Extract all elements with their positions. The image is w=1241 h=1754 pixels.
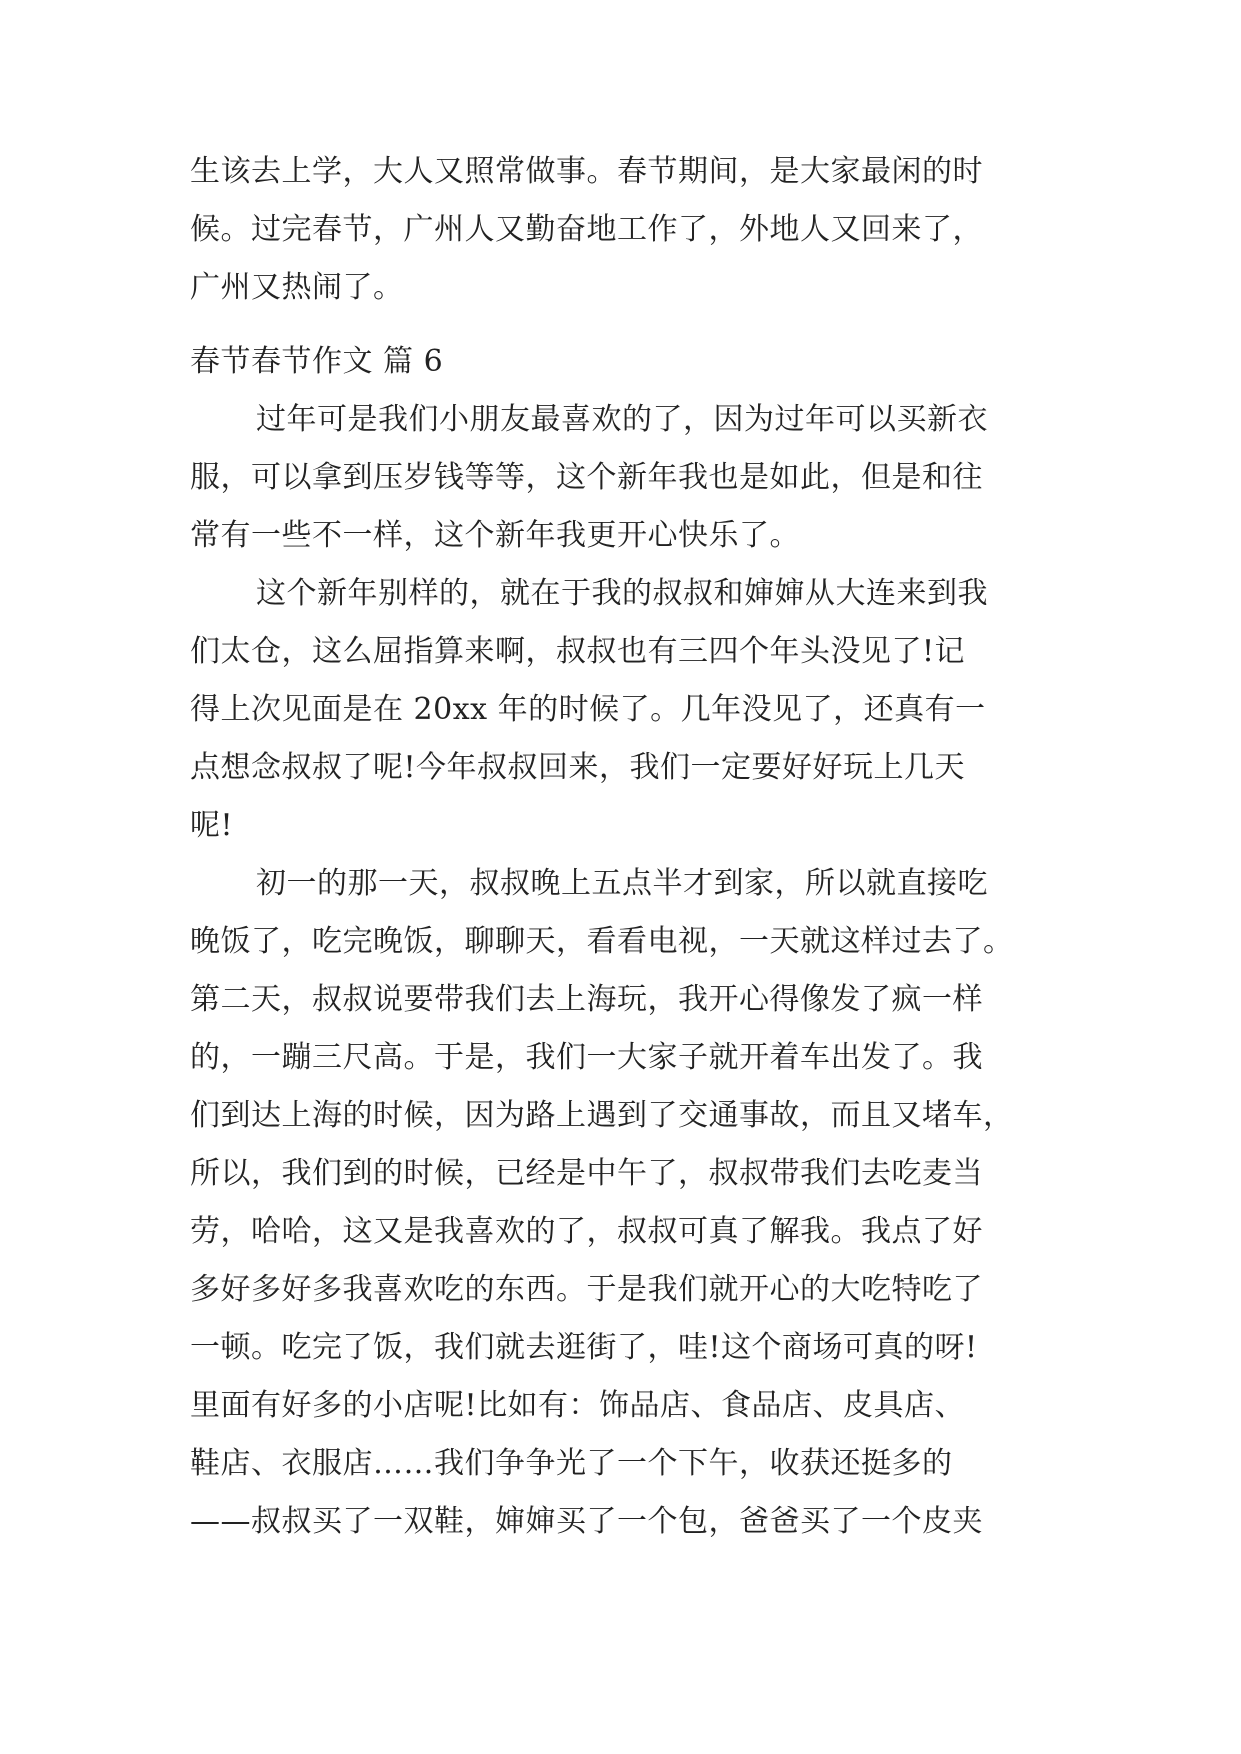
text-line: 们太仓，这么屈指算来啊，叔叔也有三四个年头没见了!记 [190, 634, 966, 669]
text-line: 生该去上学，大人又照常做事。春节期间，是大家最闲的时 [190, 154, 983, 189]
paragraph-first-line: 这个新年别样的，就在于我的叔叔和婶婶从大连来到我 [256, 576, 988, 611]
text-line: 第二天，叔叔说要带我们去上海玩，我开心得像发了疯一样 [190, 982, 983, 1017]
text-line: 候。过完春节，广州人又勤奋地工作了，外地人又回来了， [190, 212, 983, 247]
section-heading: 春节春节作文 篇 6 [190, 344, 444, 379]
text-line: 得上次见面是在 20xx 年的时候了。几年没见了，还真有一 [190, 692, 986, 727]
text-line: 的，一蹦三尺高。于是，我们一大家子就开着车出发了。我 [190, 1040, 983, 1075]
text-line: 里面有好多的小店呢!比如有：饰品店、食品店、皮具店、 [190, 1388, 966, 1423]
paragraph-first-line: 过年可是我们小朋友最喜欢的了，因为过年可以买新衣 [256, 402, 988, 437]
text-line: 服，可以拿到压岁钱等等，这个新年我也是如此，但是和往 [190, 460, 983, 495]
text-line: 劳，哈哈，这又是我喜欢的了，叔叔可真了解我。我点了好 [190, 1214, 983, 1249]
text-line: 呢! [190, 808, 234, 843]
paragraph-first-line: 初一的那一天，叔叔晚上五点半才到家，所以就直接吃 [256, 866, 988, 901]
text-line: 多好多好多我喜欢吃的东西。于是我们就开心的大吃特吃了 [190, 1272, 983, 1307]
text-line: 所以，我们到的时候，已经是中午了，叔叔带我们去吃麦当 [190, 1156, 983, 1191]
text-line: ——叔叔买了一双鞋，婶婶买了一个包，爸爸买了一个皮夹 [190, 1504, 983, 1539]
text-line: 晚饭了，吃完晚饭，聊聊天，看看电视，一天就这样过去了。 [190, 924, 1014, 959]
text-line: 一顿。吃完了饭，我们就去逛街了，哇!这个商场可真的呀! [190, 1330, 978, 1365]
text-line: 鞋店、衣服店……我们争争光了一个下午，收获还挺多的 [190, 1446, 953, 1481]
text-line: 点想念叔叔了呢!今年叔叔回来，我们一定要好好玩上几天 [190, 750, 966, 785]
text-line: 常有一些不一样，这个新年我更开心快乐了。 [190, 518, 800, 553]
text-line: 广州又热闹了。 [190, 270, 404, 305]
text-line: 们到达上海的时候，因为路上遇到了交通事故，而且又堵车， [190, 1098, 1014, 1133]
